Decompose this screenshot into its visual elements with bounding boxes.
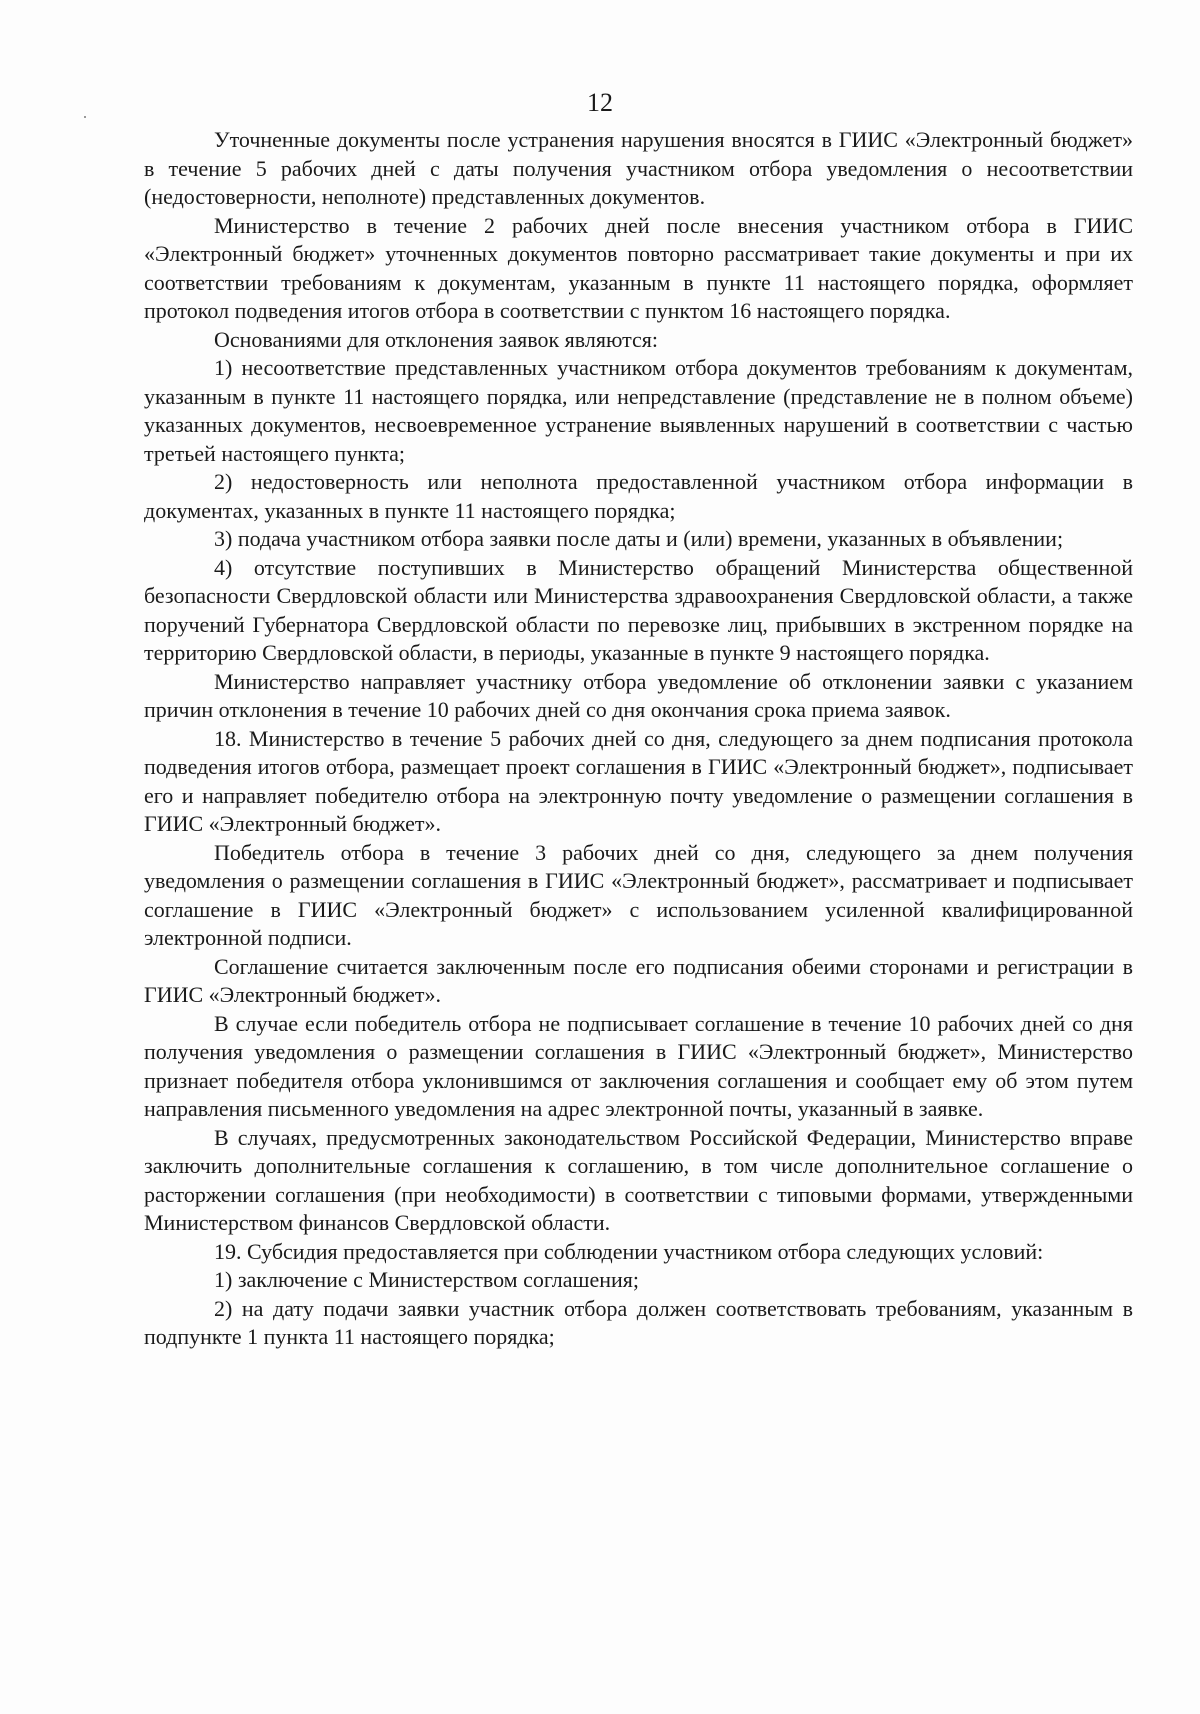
page-number: 12 [587,88,613,117]
paragraph-ground-1: 1) несоответствие представленных участником отбора документов требованиям к документам, указанным в пункте 11 настоящего порядка, или непредставление (представление не в полном объеме) указанных документов, несвоевременное устранение выявленных нарушений в соответствии с частью третьей настоящего пункта; [144,355,1133,466]
paragraph-additional-agreements: В случаях, предусмотренных законодательством Российской Федерации, Министерство вправе заключить дополнительные соглашения к соглашению, в том числе дополнительное соглашение о расторжении соглашения (при необходимости) в соответствии с типовыми формами, утвержденными Министерством финансов Свердловской области. [144,1124,1133,1235]
paragraph-ministry-review: Министерство в течение 2 рабочих дней после внесения участником отбора в ГИИС «Электронный бюджет» уточненных документов повторно рассматривает такие документы и при их соответствии требованиям к документам, указанным в пункте 11 настоящего порядка, оформляет протокол подведения итогов отбора в соответствии с пунктом 16 настоящего порядка. [144,212,1133,323]
paragraph-rejection-grounds-heading: Основаниями для отклонения заявок являются: [214,326,658,352]
paragraph-clause-19: 19. Субсидия предоставляется при соблюдении участником отбора следующих условий: [214,1238,1044,1264]
scan-artifact [84,116,86,118]
paragraph-winner-signing: Победитель отбора в течение 3 рабочих дней со дня, следующего за днем получения уведомления о размещении соглашения в ГИИС «Электронный бюджет», рассматривает и подписывает соглашение в ГИИС «Электронный бюджет» с использованием усиленной квалифицированной электронной подписи. [144,839,1133,950]
paragraph-winner-evasion: В случае если победитель отбора не подписывает соглашение в течение 10 рабочих дней со дня получения уведомления о размещении соглашения в ГИИС «Электронный бюджет», Министерство признает победителя отбора уклонившимся от заключения соглашения и сообщает ему об этом путем направления письменного уведомления на адрес электронной почты, указанный в заявке. [144,1010,1133,1121]
paragraph-clause-18: 18. Министерство в течение 5 рабочих дней со дня, следующего за днем подписания протокола подведения итогов отбора, размещает проект соглашения в ГИИС «Электронный бюджет», подписывает его и направляет победителю отбора на электронную почту уведомление о размещении соглашения в ГИИС «Электронный бюджет». [144,725,1133,836]
paragraph-condition-1: 1) заключение с Министерством соглашения; [214,1267,639,1292]
paragraph-ground-2: 2) недостоверность или неполнота предоставленной участником отбора информации в документах, указанных в пункте 11 настоящего порядка; [144,469,1133,523]
paragraph-condition-2: 2) на дату подачи заявки участник отбора должен соответствовать требованиям, указанным в подпункте 1 пункта 11 настоящего порядка; [144,1295,1133,1349]
paragraph-corrected-documents: Уточненные документы после устранения нарушения вносятся в ГИИС «Электронный бюджет» в течение 5 рабочих дней с даты получения участником отбора уведомления о несоответствии (недостоверности, неполноте) представленных документов. [144,127,1133,209]
paragraph-agreement-concluded: Соглашение считается заключенным после его подписания обеими сторонами и регистрации в ГИИС «Электронный бюджет». [144,953,1133,1007]
paragraph-ground-4: 4) отсутствие поступивших в Министерство обращений Министерства общественной безопасности Свердловской области или Министерства здравоохранения Свердловской области, а также поручений Губернатора Свердловской области по перевозке лиц, прибывших в экстренном порядке на территорию Свердловской области, в периоды, указанные в пункте 9 настоящего порядка. [144,554,1133,665]
paragraph-ground-3: 3) подача участником отбора заявки после даты и (или) времени, указанных в объявлении; [214,526,1064,551]
paragraph-rejection-notice: Министерство направляет участнику отбора уведомление об отклонении заявки с указанием причин отклонения в течение 10 рабочих дней со дня окончания срока приема заявок. [144,668,1133,722]
document-body [144,126,1133,1352]
